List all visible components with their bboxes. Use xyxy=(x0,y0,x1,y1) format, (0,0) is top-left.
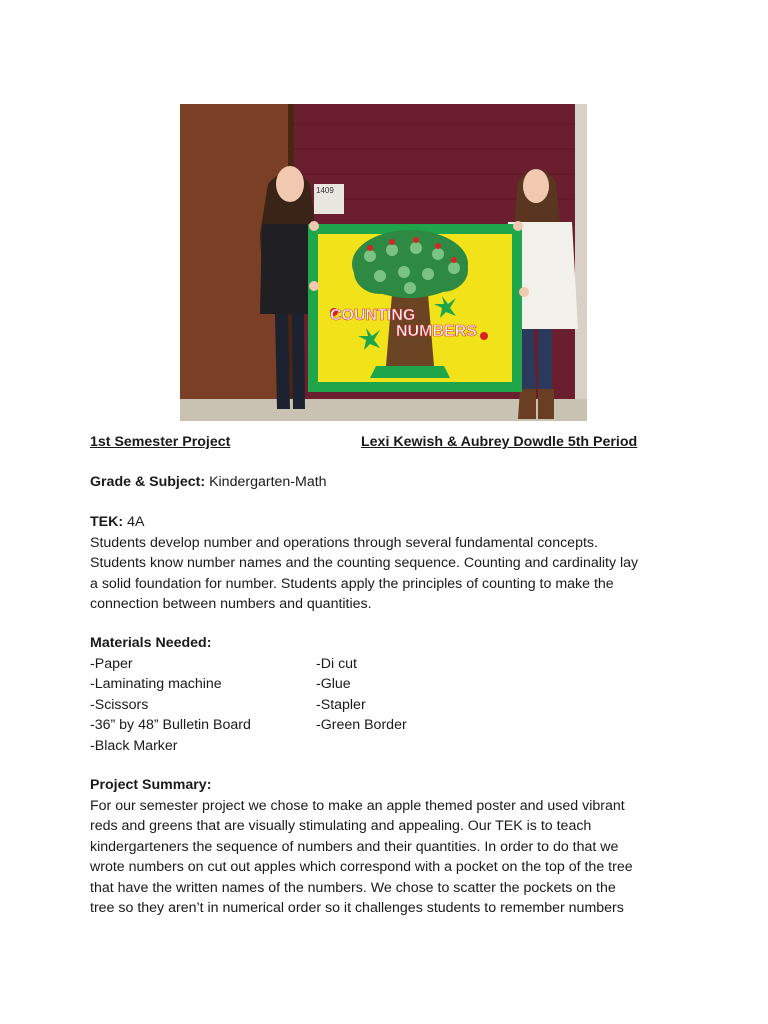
grade-subject xyxy=(90,472,327,493)
summary-line: reds and greens that are visually stimulating and appealing. Our TEK is to teach xyxy=(90,818,592,835)
summary-line: kindergarteners the sequence of numbers and their quantities. In order to do that we xyxy=(90,838,619,855)
material-item: -36” by 48” Bulletin Board xyxy=(90,717,251,734)
material-item: -Stapler xyxy=(316,696,366,713)
summary-heading: Project Summary: xyxy=(90,777,212,793)
authors-period: Lexi Kewish & Aubrey Dowdle 5th Period xyxy=(361,434,638,450)
material-item: -Scissors xyxy=(90,696,149,713)
tek-line: Students develop number and operations through several fundamental concepts. xyxy=(90,534,598,551)
tek-line: Students know number names and the counting sequence. Counting and cardinality lay xyxy=(90,555,639,572)
material-item: -Black Marker xyxy=(90,737,178,754)
material-item: -Glue xyxy=(316,676,351,693)
tek-heading xyxy=(90,512,144,533)
materials-heading: Materials Needed: xyxy=(90,635,212,651)
grade-subject-value: Kindergarten-Math xyxy=(209,474,327,490)
tek-description xyxy=(90,533,638,615)
summary-line: that have the written names of the numbers. We chose to scatter the pockets on the xyxy=(90,879,616,896)
summary-line: tree so they aren’t in numerical order so it challenges students to remember numbers xyxy=(90,900,624,917)
material-item: -Laminating machine xyxy=(90,676,222,693)
project-title: 1st Semester Project xyxy=(90,434,231,450)
summary-line: wrote numbers on cut out apples which correspond with a pocket on the top of the tree xyxy=(90,859,633,876)
tek-label: TEK: xyxy=(90,514,124,530)
materials-list xyxy=(90,654,510,757)
tek-line: connection between numbers and quantities. xyxy=(90,596,372,613)
summary-body xyxy=(90,796,633,920)
grade-subject-label: Grade & Subject: xyxy=(90,474,206,490)
material-item: -Paper xyxy=(90,655,133,672)
material-item: -Green Border xyxy=(316,717,407,734)
poster-title-line2: NUMBERS xyxy=(396,323,477,340)
summary-line: For our semester project we chose to make an apple themed poster and used vibrant xyxy=(90,797,625,814)
room-sign-text: 1409 xyxy=(316,186,334,195)
tek-line: a solid foundation for number. Students apply the principles of counting to make the xyxy=(90,575,614,592)
tek-value: 4A xyxy=(127,514,145,530)
material-item: -Di cut xyxy=(316,655,357,672)
project-photo-drawing xyxy=(180,104,587,421)
poster-title-line1: COUNTING xyxy=(330,307,416,324)
project-photo xyxy=(180,104,587,421)
